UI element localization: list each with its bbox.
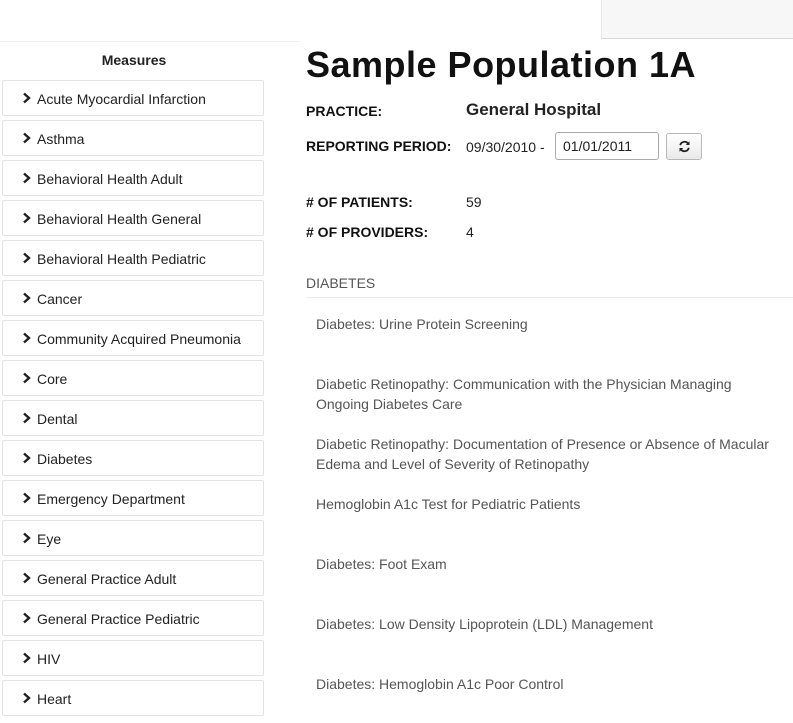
chevron-right-icon: [21, 252, 33, 264]
sidebar-item-general-practice-pediatric[interactable]: [2, 600, 264, 636]
measures-sidebar: [0, 50, 268, 707]
chevron-right-icon: [21, 172, 33, 184]
submeasure-item[interactable]: Diabetic Retinopathy: Communication with the Physician Managing Ongoing Diabetes Care: [316, 376, 732, 412]
practice-value: General Hospital: [466, 100, 602, 119]
providers-value: 4: [466, 224, 474, 240]
period-start: 09/30/2010 -: [466, 139, 545, 155]
sidebar-item-behavioral-health-general[interactable]: [2, 200, 264, 236]
submeasure-item[interactable]: Diabetes: Foot Exam: [316, 556, 447, 572]
sidebar-item-label: Emergency Department: [37, 491, 185, 507]
practice-label: PRACTICE:: [306, 103, 383, 119]
sidebar-item-hiv[interactable]: [2, 640, 264, 676]
sidebar-item-cancer[interactable]: [2, 280, 264, 316]
section-heading: DIABETES: [306, 275, 376, 291]
chevron-right-icon: [21, 492, 33, 504]
page-title: Sample Population 1A: [306, 44, 697, 85]
reporting-period-label: REPORTING PERIOD:: [306, 138, 452, 154]
chevron-right-icon: [21, 452, 33, 464]
sidebar-item-label: Community Acquired Pneumonia: [37, 331, 241, 347]
sidebar-item-label: Behavioral Health Adult: [37, 171, 183, 187]
sidebar-item-diabetes[interactable]: [2, 440, 264, 476]
sidebar-item-behavioral-health-adult[interactable]: [2, 160, 264, 196]
sidebar-item-label: Cancer: [37, 291, 83, 307]
chevron-right-icon: [21, 292, 33, 304]
chevron-right-icon: [21, 532, 33, 544]
chevron-right-icon: [21, 412, 33, 424]
chevron-right-icon: [21, 372, 33, 384]
refresh-button[interactable]: [666, 133, 702, 160]
sidebar-item-core[interactable]: [2, 360, 264, 396]
patients-value: 59: [466, 194, 482, 210]
sidebar-item-label: General Practice Adult: [37, 571, 177, 587]
submeasure-item[interactable]: Diabetic Retinopathy: Documentation of Presence or Absence of Macular Edema and Level of Severity of Retinopathy: [316, 436, 769, 472]
sidebar-title: Measures: [101, 52, 167, 68]
sidebar-item-asthma[interactable]: [2, 120, 264, 156]
sidebar-item-label: Core: [37, 371, 68, 387]
sidebar-item-behavioral-health-pediatric[interactable]: [2, 240, 264, 276]
sidebar-item-acute-myocardial-infarction[interactable]: [2, 80, 264, 116]
section-divider: [306, 297, 793, 298]
chevron-right-icon: [21, 212, 33, 224]
period-end-input[interactable]: [555, 132, 659, 160]
chevron-right-icon: [21, 332, 33, 344]
chevron-right-icon: [21, 612, 33, 624]
top-right-panel: [601, 0, 793, 39]
sidebar-item-general-practice-adult[interactable]: [2, 560, 264, 596]
submeasure-item[interactable]: Diabetes: Urine Protein Screening: [316, 316, 528, 332]
submeasure-item[interactable]: Diabetes: Hemoglobin A1c Poor Control: [316, 676, 564, 692]
submeasure-item[interactable]: Hemoglobin A1c Test for Pediatric Patients: [316, 496, 581, 512]
sidebar-item-emergency-department[interactable]: [2, 480, 264, 516]
sidebar-item-label: Dental: [37, 411, 78, 427]
sidebar-item-label: General Practice Pediatric: [37, 611, 200, 627]
sidebar-item-label: Heart: [37, 691, 72, 707]
sidebar-item-label: Eye: [37, 531, 62, 547]
chevron-right-icon: [21, 652, 33, 664]
sidebar-item-dental[interactable]: [2, 400, 264, 436]
sidebar-item-heart[interactable]: [2, 680, 264, 716]
sidebar-item-label: Acute Myocardial Infarction: [37, 91, 206, 107]
providers-label: # OF PROVIDERS:: [306, 224, 429, 240]
sidebar-item-eye[interactable]: [2, 520, 264, 556]
chevron-right-icon: [21, 92, 33, 104]
chevron-right-icon: [21, 132, 33, 144]
patients-label: # OF PATIENTS:: [306, 194, 413, 210]
sidebar-item-label: HIV: [37, 651, 61, 667]
sidebar-item-label: Diabetes: [37, 451, 93, 467]
refresh-icon: [678, 140, 691, 153]
sidebar-item-community-acquired-pneumonia[interactable]: [2, 320, 264, 356]
sidebar-item-label: Behavioral Health General: [37, 211, 202, 227]
submeasure-item[interactable]: Diabetes: Low Density Lipoprotein (LDL) Management: [316, 616, 653, 632]
sidebar-item-label: Asthma: [37, 131, 85, 147]
sidebar-item-label: Behavioral Health Pediatric: [37, 251, 206, 267]
top-divider: [0, 41, 300, 42]
chevron-right-icon: [21, 692, 33, 704]
chevron-right-icon: [21, 572, 33, 584]
